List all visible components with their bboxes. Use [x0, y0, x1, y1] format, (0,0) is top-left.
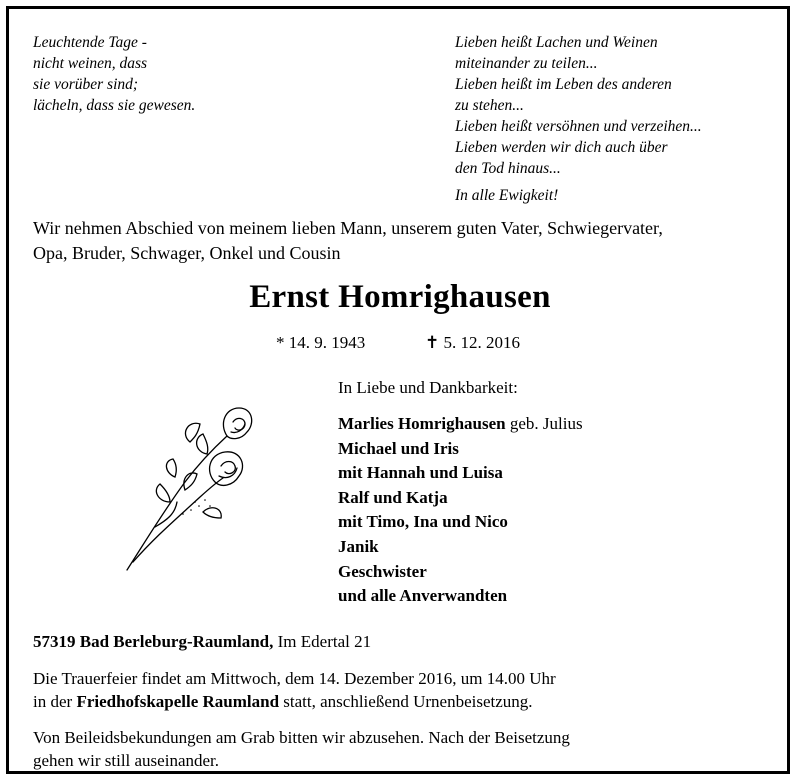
service-line-suffix: statt, anschließend Urnenbeisetzung.: [279, 692, 533, 711]
family-member: und alle Anverwandten: [338, 586, 508, 606]
address-city: 57319 Bad Berleburg-Raumland,: [33, 632, 274, 651]
intro-line: Wir nehmen Abschied von meinem lieben Mann, unserem guten Vater, Schwiegervater,: [33, 218, 663, 238]
widow-name: Marlies Homrighausen: [338, 414, 506, 433]
family-member: Ralf und Katja: [338, 487, 448, 507]
address-street: Im Edertal 21: [273, 632, 372, 651]
death-date: ✝ 5. 12. 2016: [425, 333, 520, 352]
poem-right-line: zu stehen...: [455, 97, 524, 114]
poem-left-line: sie vorüber sind;: [33, 76, 139, 93]
poem-left-line: nicht weinen, dass: [33, 55, 148, 72]
family-line-widow: [338, 412, 583, 437]
service-info: [33, 667, 556, 713]
thanks-line: In Liebe und Dankbarkeit:: [338, 378, 518, 397]
poem-right-coda: In alle Ewigkeit!: [455, 187, 559, 204]
service-line-prefix: in der: [33, 692, 77, 711]
widow-maiden-name: geb. Julius: [505, 414, 583, 433]
deceased-name: Ernst Homrighausen: [249, 279, 551, 315]
intro-line: Opa, Bruder, Schwager, Onkel und Cousin: [33, 243, 341, 263]
family-member: mit Timo, Ina und Nico: [338, 512, 508, 532]
poem-right-line: Lieben heißt Lachen und Weinen: [455, 34, 658, 51]
poem-right: [455, 32, 702, 206]
poem-right-line: miteinander zu teilen...: [455, 55, 598, 72]
poem-left-line: Leuchtende Tage -: [33, 34, 147, 51]
poem-right-line: Lieben werden wir dich auch über: [455, 139, 668, 156]
closing-note: [33, 726, 773, 772]
poem-right-line: Lieben heißt versöhnen und verzeihen...: [455, 118, 702, 135]
service-line: Die Trauerfeier findet am Mittwoch, dem 14. Dezember 2016, um 14.00 Uhr: [33, 669, 556, 688]
poem-right-line: den Tod hinaus...: [455, 160, 561, 177]
poem-right-line: Lieben heißt im Leben des anderen: [455, 76, 672, 93]
rose-illustration: [115, 402, 255, 577]
address-line: [33, 632, 371, 652]
service-line: [33, 690, 556, 713]
farewell-intro: [33, 216, 773, 266]
family-member: mit Hannah und Luisa: [338, 463, 503, 483]
poem-left: [33, 32, 195, 116]
chapel-name: Friedhofskapelle Raumland: [76, 692, 280, 711]
closing-line: Von Beileidsbekundungen am Grab bitten wir abzusehen. Nach der Beisetzung: [33, 728, 570, 747]
family-member: Michael und Iris: [338, 438, 459, 458]
poem-left-line: lächeln, dass sie gewesen.: [33, 97, 196, 114]
family-list: [338, 412, 583, 609]
family-member: Geschwister: [338, 561, 427, 581]
birth-date: * 14. 9. 1943: [276, 333, 366, 352]
family-member: Janik: [338, 536, 379, 556]
closing-line: gehen wir still auseinander.: [33, 751, 220, 770]
